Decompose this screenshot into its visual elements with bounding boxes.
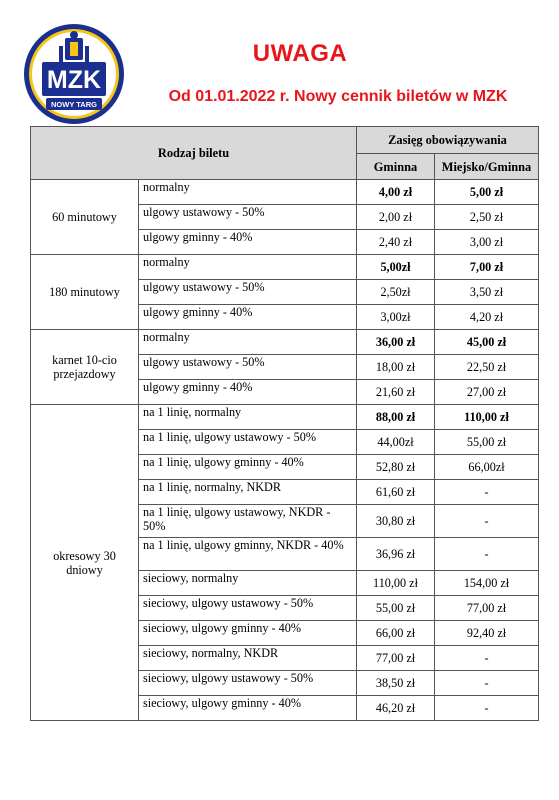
- price-miejsko: -: [435, 538, 539, 571]
- logo-subtext: NOWY TARG: [51, 100, 97, 109]
- price-gminna: 88,00 zł: [357, 405, 435, 430]
- price-miejsko: -: [435, 505, 539, 538]
- price-gminna: 36,00 zł: [357, 330, 435, 355]
- price-gminna: 4,00 zł: [357, 180, 435, 205]
- price-gminna: 77,00 zł: [357, 646, 435, 671]
- mzk-logo: [22, 22, 126, 126]
- price-miejsko: 92,40 zł: [435, 621, 539, 646]
- price-miejsko: 77,00 zł: [435, 596, 539, 621]
- price-miejsko: 2,50 zł: [435, 205, 539, 230]
- price-table-body: [31, 180, 539, 721]
- header-gminna: Gminna: [357, 154, 435, 180]
- price-miejsko: 27,00 zł: [435, 380, 539, 405]
- price-miejsko: 55,00 zł: [435, 430, 539, 455]
- price-miejsko: -: [435, 646, 539, 671]
- price-table: [30, 126, 539, 721]
- price-miejsko: 66,00zł: [435, 455, 539, 480]
- ticket-variant: sieciowy, normalny: [139, 571, 357, 596]
- price-miejsko: 110,00 zł: [435, 405, 539, 430]
- price-gminna: 110,00 zł: [357, 571, 435, 596]
- price-gminna: 55,00 zł: [357, 596, 435, 621]
- ticket-variant: normalny: [139, 180, 357, 205]
- price-gminna: 61,60 zł: [357, 480, 435, 505]
- ticket-variant: ulgowy gminny - 40%: [139, 380, 357, 405]
- table-row: [31, 405, 539, 430]
- price-gminna: 3,00zł: [357, 305, 435, 330]
- ticket-variant: ulgowy gminny - 40%: [139, 230, 357, 255]
- ticket-category: 60 minutowy: [31, 180, 139, 255]
- ticket-variant: normalny: [139, 330, 357, 355]
- table-row: [31, 255, 539, 280]
- price-gminna: 18,00 zł: [357, 355, 435, 380]
- header-ticket-type: Rodzaj biletu: [31, 127, 357, 180]
- price-gminna: 2,50zł: [357, 280, 435, 305]
- ticket-variant: normalny: [139, 255, 357, 280]
- logo-letters: MZK: [46, 66, 102, 94]
- price-gminna: 5,00zł: [357, 255, 435, 280]
- price-gminna: 30,80 zł: [357, 505, 435, 538]
- page-subtitle: Od 01.01.2022 r. Nowy cennik biletów w MZK: [168, 88, 508, 105]
- price-gminna: 21,60 zł: [357, 380, 435, 405]
- ticket-category: okresowy 30 dniowy: [31, 405, 139, 721]
- price-gminna: 2,40 zł: [357, 230, 435, 255]
- ticket-variant: sieciowy, ulgowy ustawowy - 50%: [139, 671, 357, 696]
- price-miejsko: 3,50 zł: [435, 280, 539, 305]
- ticket-variant: ulgowy ustawowy - 50%: [139, 355, 357, 380]
- price-miejsko: -: [435, 480, 539, 505]
- ticket-variant: na 1 linię, ulgowy ustawowy, NKDR - 50%: [139, 505, 357, 538]
- price-miejsko: 45,00 zł: [435, 330, 539, 355]
- ticket-variant: ulgowy ustawowy - 50%: [139, 205, 357, 230]
- price-miejsko: 4,20 zł: [435, 305, 539, 330]
- ticket-variant: sieciowy, ulgowy ustawowy - 50%: [139, 596, 357, 621]
- ticket-category: 180 minutowy: [31, 255, 139, 330]
- ticket-variant: na 1 linię, ulgowy gminny - 40%: [139, 455, 357, 480]
- price-gminna: 38,50 zł: [357, 671, 435, 696]
- ticket-variant: ulgowy gminny - 40%: [139, 305, 357, 330]
- price-gminna: 2,00 zł: [357, 205, 435, 230]
- ticket-variant: na 1 linię, ulgowy gminny, NKDR - 40%: [139, 538, 357, 571]
- ticket-variant: na 1 linię, ulgowy ustawowy - 50%: [139, 430, 357, 455]
- price-gminna: 36,96 zł: [357, 538, 435, 571]
- price-miejsko: 7,00 zł: [435, 255, 539, 280]
- table-row: [31, 330, 539, 355]
- table-row: [31, 180, 539, 205]
- price-miejsko: -: [435, 671, 539, 696]
- page-title: UWAGA: [252, 40, 348, 67]
- ticket-variant: sieciowy, normalny, NKDR: [139, 646, 357, 671]
- ticket-variant: sieciowy, ulgowy gminny - 40%: [139, 621, 357, 646]
- ticket-variant: na 1 linię, normalny, NKDR: [139, 480, 357, 505]
- price-miejsko: 22,50 zł: [435, 355, 539, 380]
- price-miejsko: 3,00 zł: [435, 230, 539, 255]
- ticket-variant: na 1 linię, normalny: [139, 405, 357, 430]
- ticket-variant: ulgowy ustawowy - 50%: [139, 280, 357, 305]
- header-miejsko: Miejsko/Gminna: [435, 154, 539, 180]
- ticket-category: karnet 10-cio przejazdowy: [31, 330, 139, 405]
- header-range: Zasięg obowiązywania: [357, 127, 539, 154]
- ticket-variant: sieciowy, ulgowy gminny - 40%: [139, 696, 357, 721]
- price-gminna: 66,00 zł: [357, 621, 435, 646]
- price-miejsko: 154,00 zł: [435, 571, 539, 596]
- price-miejsko: 5,00 zł: [435, 180, 539, 205]
- price-gminna: 44,00zł: [357, 430, 435, 455]
- price-miejsko: -: [435, 696, 539, 721]
- price-gminna: 52,80 zł: [357, 455, 435, 480]
- price-gminna: 46,20 zł: [357, 696, 435, 721]
